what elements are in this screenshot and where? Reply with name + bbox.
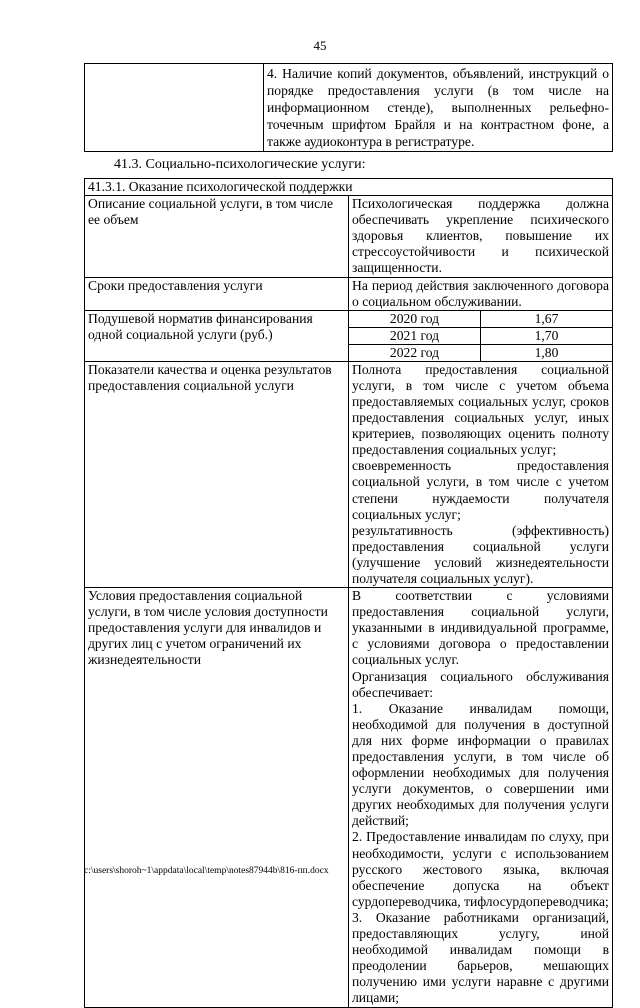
- norm-value: 1,70: [481, 327, 613, 344]
- footer-file-path: c:\users\shoroh~1\appdata\local\temp\notes87944b\816-пп.docx: [84, 866, 329, 876]
- row-content: [349, 361, 613, 587]
- intro-text: 4. Наличие копий документов, объявлений, инструкций о порядке предоставления услуги (в том числе на информационном стенде), выполненных рельефно-точечным шрифтом Брайля и на контрастном фоне, а также аудиоконтура в регистратуре.: [264, 64, 613, 152]
- service-table: [84, 178, 613, 1008]
- row-label: Показатели качества и оценка результатов предоставления социальной услуги: [85, 361, 349, 587]
- norm-year: 2022 год: [349, 344, 481, 361]
- table-row: [85, 277, 613, 310]
- paragraph: 3. Оказание работниками организаций, предоставляющих услугу, иной необходимой инвалидам помощи в преодолении барьеров, мешающих получению ими услуги наравне с другими лицами;: [352, 909, 609, 1006]
- norm-row: [349, 311, 612, 328]
- norm-year: 2021 год: [349, 327, 481, 344]
- paragraph: Полнота предоставления социальной услуги, в том числе с учетом объема предоставляемых социальных услуг, сроков предоставления социальных услуг, иных критериев, позволяющих оценить полноту предоставления социальных услуг;: [352, 361, 609, 458]
- table-row: [85, 196, 613, 277]
- paragraph: своевременность предоставления социальной услуги, в том числе с учетом степени нуждаемости получателя социальных услуг;: [352, 458, 609, 522]
- service-subheading: 41.3.1. Оказание психологической поддержки: [85, 179, 613, 196]
- row-content: [349, 588, 613, 1007]
- table-row: [85, 310, 613, 361]
- norm-year: 2020 год: [349, 311, 481, 328]
- row-content: [349, 277, 613, 310]
- norm-row: [349, 327, 612, 344]
- intro-table: [84, 63, 613, 152]
- row-label: Описание социальной услуги, в том числе ее объем: [85, 196, 349, 277]
- paragraph: 2. Предоставление инвалидам по слуху, при необходимости, услуги с использованием русского жестового языка, включая обеспечение допуска на объект сурдопереводчика, тифлосурдопереводчика;: [352, 829, 609, 909]
- paragraph: Психологическая поддержка должна обеспечивать укрепление психического здоровья клиентов, повышение их стрессоустойчивости и психической защищенности.: [352, 196, 609, 276]
- norm-value: 1,67: [481, 311, 613, 328]
- paragraph: результативность (эффективность) предоставления социальной услуги (улучшение условий жизнедеятельности получателя социальных услуг).: [352, 522, 609, 586]
- row-content: [349, 196, 613, 277]
- row-label: Условия предоставления социальной услуги, в том числе условия доступности предоставления услуги для инвалидов и других лиц с учетом ограничений их жизнедеятельности: [85, 588, 349, 1007]
- section-heading: 41.3. Социально-психологические услуги:: [114, 157, 366, 172]
- paragraph: 1. Оказание инвалидам помощи, необходимой для получения в доступной для них форме информации о правилах предоставления услуги, в том числе об оформлении необходимых для получения услуги документов, о совершении ими других необходимых для получения услуги действий;: [352, 700, 609, 829]
- page-number: 45: [313, 38, 327, 53]
- table-row: [85, 361, 613, 587]
- norm-value: 1,80: [534, 344, 559, 360]
- intro-empty-cell: [85, 64, 264, 152]
- row-label: Подушевой норматив финансирования одной социальной услуги (руб.): [85, 310, 349, 361]
- paragraph: На период действия заключенного договора о социальном обслуживании.: [352, 277, 609, 309]
- norms-cell: [349, 310, 613, 361]
- row-label: Сроки предоставления услуги: [85, 277, 349, 310]
- paragraph: Организация социального обслуживания обеспечивает:: [352, 668, 609, 700]
- norm-row: [349, 344, 612, 361]
- paragraph: В соответствии с условиями предоставления социальной услуги, указанными в индивидуальной программе, с условиями договора о предоставлении социальных услуг.: [352, 588, 609, 668]
- table-row: [85, 588, 613, 1007]
- norms-table: [349, 311, 612, 361]
